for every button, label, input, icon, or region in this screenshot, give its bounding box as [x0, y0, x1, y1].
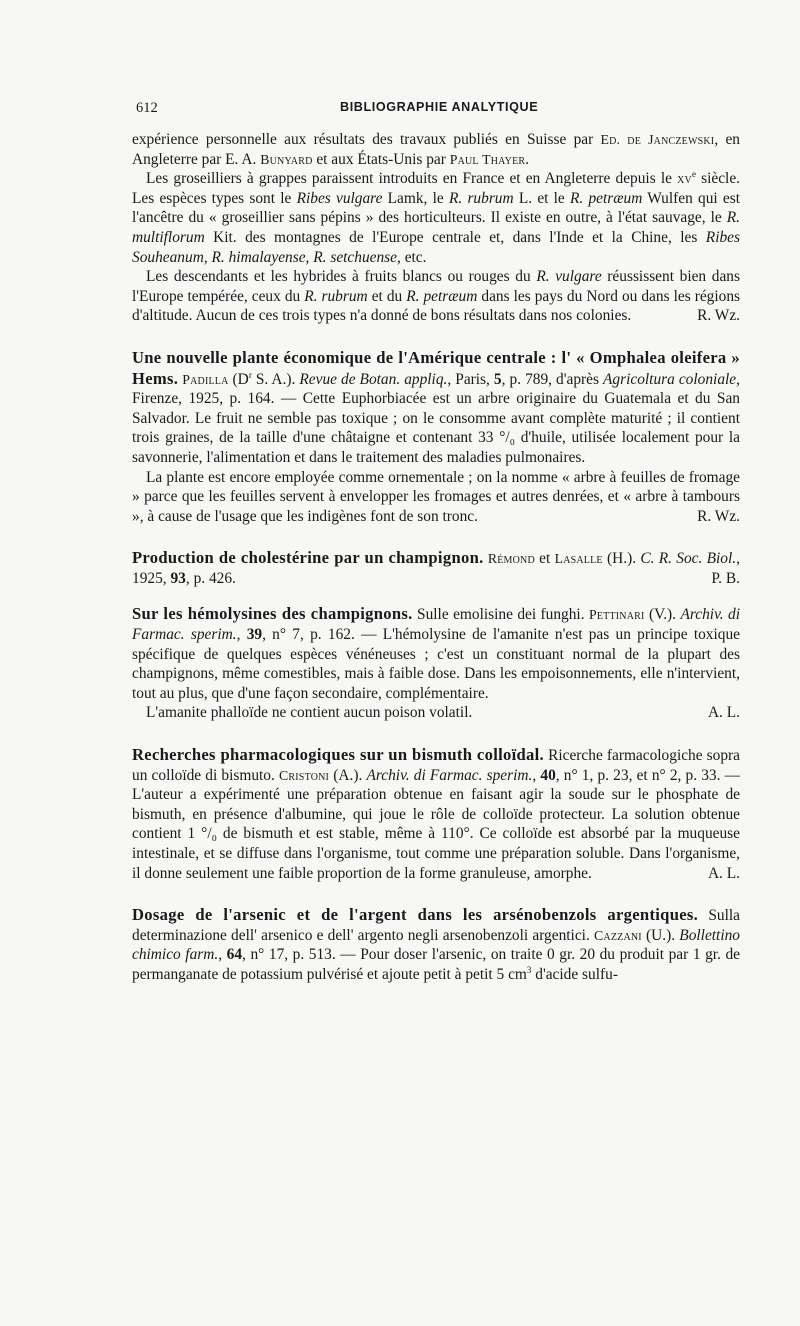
text-fragment: Ribes vulgare	[296, 189, 383, 207]
reviewer-signature: P. B.	[711, 569, 740, 587]
text-fragment: , p. 789, d'après	[501, 370, 603, 388]
text-fragment: Bollettino chimico farm.	[132, 926, 740, 964]
text-fragment: Lamk, le	[382, 189, 449, 207]
text-fragment: R. vulgare	[536, 268, 602, 286]
entry-title: Recherches pharmacologiques sur un bismuth colloïdal.	[132, 745, 545, 765]
text-fragment: .	[525, 150, 530, 168]
reviewer-signature: R. Wz.	[697, 307, 740, 325]
text-fragment: L. et le	[513, 189, 570, 207]
text-fragment: , Firenze, 1925, p. 164. — Cette Euphorbiacée est un arbre originaire du Guatemala et du San Salvador. Le fruit ne semble pas toxique ; on le consomme avant complète maturité ; il contient trois graines, de la taille d'une châtaigne et contenant 33 °/₀ d'huile, utilisée localement pour la savonnerie, l'alimentation et dans le traitement des maladies pulmonaires.	[132, 370, 740, 466]
entry-bismuth	[132, 745, 740, 883]
text-fragment: R. petræum	[406, 287, 478, 305]
text-fragment: ,	[236, 626, 247, 644]
text-fragment: et	[534, 550, 555, 568]
text-fragment: , Paris,	[447, 370, 494, 388]
text-fragment: » Hems.	[132, 347, 741, 388]
author-name: Cristoni	[279, 767, 330, 783]
text-fragment: , p. 426.	[185, 569, 236, 587]
author-name: Padilla	[182, 371, 229, 387]
text-fragment: La plante est encore employée comme ornementale ; on la nomme « arbre à feuilles de fromage » parce que les feuilles servent à envelopper les fromages et autres denrées, et « arbre à tambours », à cause de l'usage que les indigènes font de son tronc.	[132, 468, 740, 525]
text-fragment: Sulle emolisine dei funghi.	[412, 606, 589, 624]
text-fragment: Agricoltura coloniale	[603, 370, 737, 388]
text-fragment: xv	[677, 171, 692, 187]
author-name: Paul Thayer	[449, 151, 526, 167]
text-fragment: et du	[367, 287, 407, 305]
text-fragment: siècle. Les espèces types sont le	[132, 170, 741, 207]
text-fragment: , n° 1, p. 23, et n° 2, p. 33. — L'auteur a expérimenté une préparation obtenue en faisant agir la soude sur le phosphate de bismuth, en présence d'albumine, qui joue le rôle de colloïde protecteur. La solution obtenue contient 1 °/₀ de bismuth et est stable, même à 110°. Ce colloïde est absorbé par la muqueuse intestinale, et se diffuse dans l'organisme, tout comme une préparation soluble. Dans l'organisme, il donne seulement une faible proportion de la forme granuleuse, amorphe.	[132, 766, 741, 882]
text-fragment: Archiv. di Farmac. sperim.	[132, 606, 740, 644]
text-fragment: Ricerche farmacologiche sopra un colloïde di bismuto.	[132, 747, 741, 784]
text-fragment: , 1925,	[132, 550, 740, 587]
author-name: Ed. de Janczewski	[600, 132, 715, 147]
text-fragment: R. rubrum	[448, 189, 514, 207]
text-fragment: 39	[246, 626, 263, 644]
entry-cholesterine	[132, 548, 740, 588]
text-fragment: (H.).	[602, 550, 641, 568]
text-fragment: ,	[218, 946, 227, 964]
text-fragment: Les descendants et les hybrides à fruits blancs ou rouges du	[146, 268, 537, 286]
text-fragment: ,	[532, 766, 541, 784]
page-body	[132, 130, 740, 985]
text-fragment: L'amanite phalloïde ne contient aucun poison volatil.	[146, 704, 473, 722]
author-name: Bunyard	[260, 151, 313, 167]
text-fragment: (U.).	[641, 926, 680, 944]
text-fragment: Sulla determinazione dell' arsenico e dell' argento negli arsenobenzoli argentici.	[132, 907, 740, 944]
reviewer-signature: R. Wz.	[697, 507, 740, 525]
text-fragment: expérience personnelle aux résultats des travaux publiés en Suisse par	[132, 131, 601, 148]
paragraph-amanite	[132, 703, 740, 723]
text-fragment: Les groseilliers à grappes paraissent introduits en France et en Angleterre depuis le	[146, 170, 678, 188]
text-fragment: r	[248, 369, 252, 380]
text-fragment: et aux États-Unis par	[312, 150, 450, 168]
running-title: BIBLIOGRAPHIE ANALYTIQUE	[340, 100, 539, 114]
text-fragment: 5	[493, 370, 502, 388]
text-fragment: (V.).	[644, 606, 681, 624]
text-fragment: Kit. des montagnes de l'Europe centrale et, dans l'Inde et la Chine, les	[204, 228, 706, 246]
entry-hemolysines	[132, 604, 740, 703]
text-fragment: C. R. Soc. Biol.	[640, 550, 737, 568]
entry-arsenic	[132, 905, 740, 984]
text-fragment: R. petræum	[569, 189, 643, 207]
paragraph-omphalea-use	[132, 468, 740, 527]
author-name: Cazzani	[594, 927, 642, 943]
text-fragment: , en Angleterre par E. A.	[132, 131, 740, 168]
text-fragment: d'acide sulfu-	[531, 965, 618, 983]
paragraph-continuation	[132, 130, 740, 169]
text-fragment: S. A.).	[251, 370, 300, 388]
entry-omphalea	[132, 348, 740, 468]
paragraph-ribes-species	[132, 169, 740, 267]
text-fragment: Wulfen qui est l'ancêtre du « groseillier sans pépins » des horticulteurs. Il existe en outre, à l'état sauvage, le	[132, 189, 741, 227]
page-header	[136, 100, 740, 120]
text-fragment: R. multiflorum	[132, 209, 740, 246]
text-fragment: dans les pays du Nord ou dans les régions d'altitude. Aucun de ces trois types n'a donné de bons résultats dans nos colonies.	[132, 287, 741, 325]
author-name: Lasalle	[554, 551, 603, 567]
text-fragment: 40	[540, 766, 556, 784]
text-fragment: Archiv. di Farmac. sperim.	[366, 766, 533, 784]
text-fragment: réussissent bien dans l'Europe tempérée, ceux du	[132, 268, 740, 305]
text-fragment: Ribes Souheanum, R. himalayense, R. setchuense	[132, 228, 740, 266]
text-fragment: (D	[228, 370, 249, 388]
text-fragment: Omphalea oleifera	[589, 347, 727, 367]
text-fragment: R. rubrum	[304, 287, 368, 305]
reviewer-signature: A. L.	[707, 864, 740, 882]
entry-title: Sur les hémolysines des champignons.	[132, 604, 413, 624]
entry-title: Production de cholestérine par un champignon.	[132, 548, 484, 568]
text-fragment: , n° 17, p. 513. — Pour doser l'arsenic, on traite 0 gr. 20 du produit par 1 gr. de permanganate de potassium pulvérisé et ajoute petit à petit 5 cm	[132, 946, 740, 983]
text-fragment: Revue de Botan. appliq.	[299, 370, 448, 388]
entry-title: Dosage de l'arsenic et de l'argent dans les arsénobenzols argentiques.	[132, 905, 699, 925]
author-name: Rémond	[487, 551, 535, 567]
reviewer-signature: A. L.	[707, 704, 740, 722]
author-name: Pettinari	[588, 607, 645, 623]
text-fragment: Une nouvelle plante économique de l'Amérique centrale : l' «	[132, 347, 590, 367]
paragraph-ribes-hybrids	[132, 267, 740, 326]
text-fragment: 3	[526, 964, 532, 975]
text-fragment: e	[691, 169, 696, 180]
text-fragment: (A.).	[329, 766, 367, 784]
text-fragment: 64	[226, 946, 243, 964]
text-fragment: , etc.	[397, 248, 427, 266]
text-fragment: , n° 7, p. 162. — L'hémolysine de l'amanite n'est pas un principe toxique spécifique de quelques espèces vénéneuses ; c'est un constituant normal de la plupart des champignons, même comestibles, mais à faible dose. Dans les empoisonnements, elle n'intervient, tout au plus, que d'une façon secondaire, complémentaire.	[132, 626, 740, 702]
page-number: 612	[136, 100, 158, 116]
text-fragment: 93	[170, 569, 186, 587]
